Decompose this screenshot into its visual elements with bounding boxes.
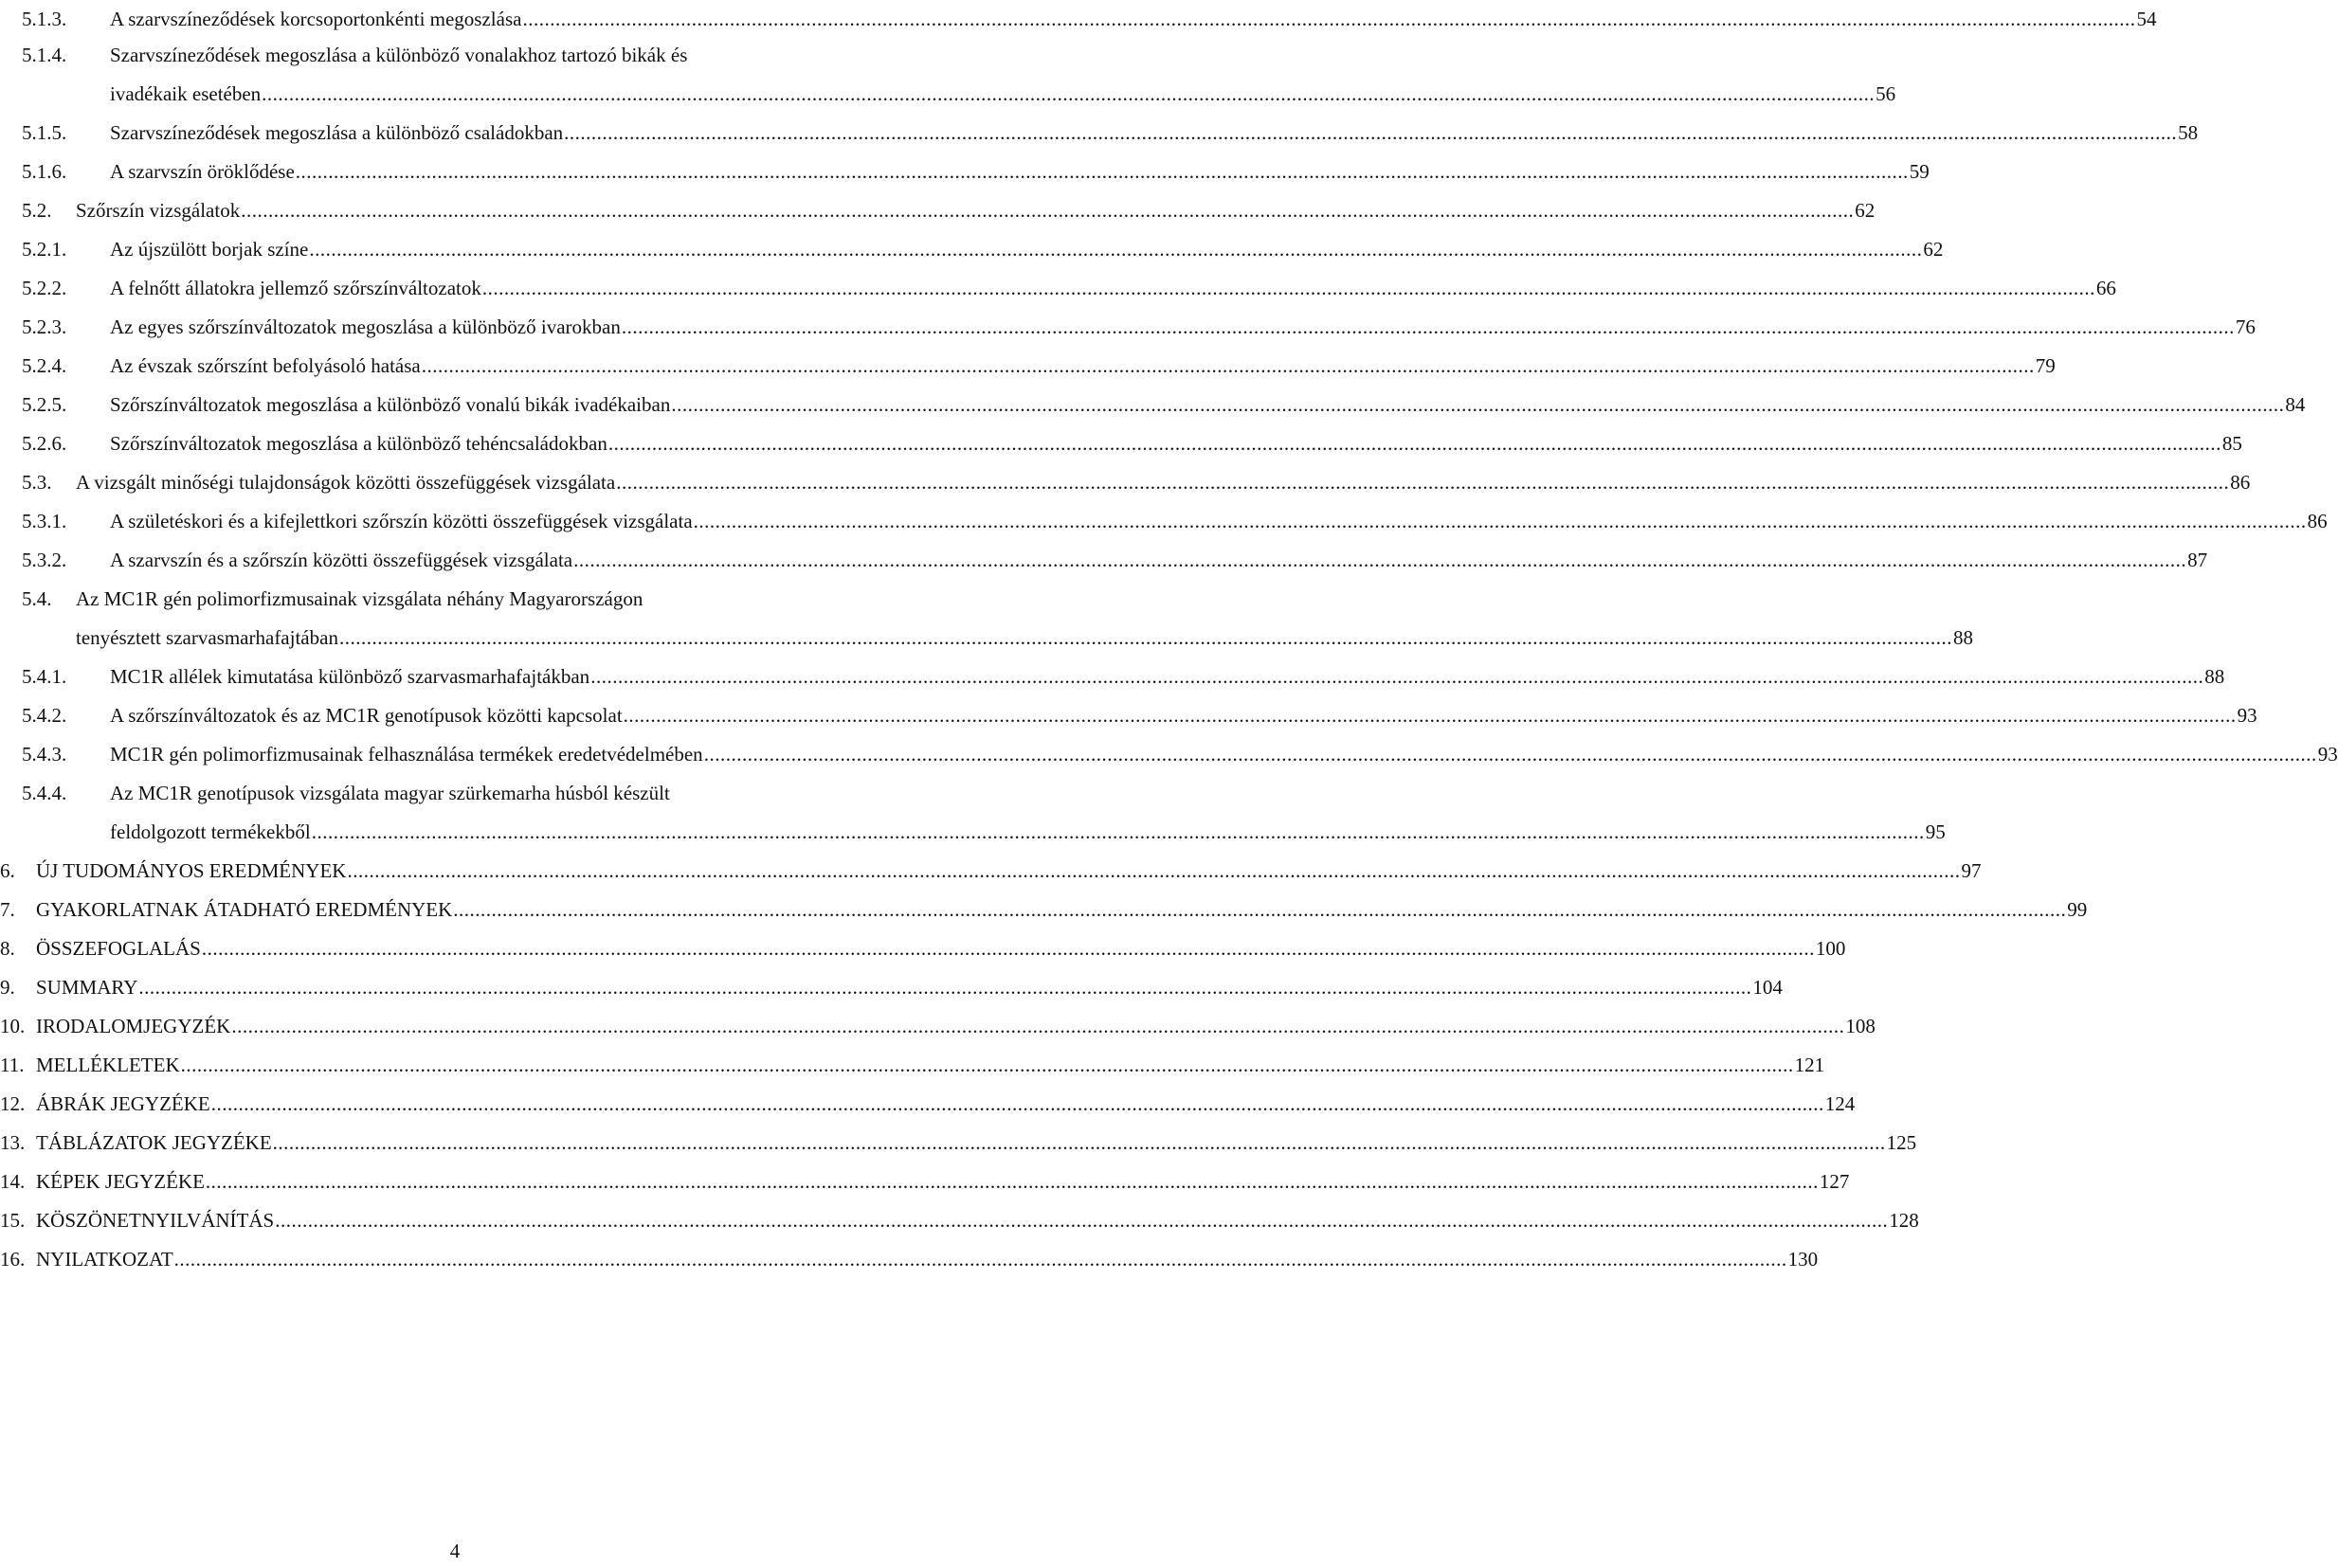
toc-entry-number: 5.4. [22,587,52,610]
toc-entry-page: 66 [2095,277,2116,299]
toc-entry-page: 59 [1909,160,1930,183]
dot-leader [138,973,1751,1001]
toc-entry-number: 10. [0,1015,26,1037]
dot-leader [422,351,2035,380]
toc-entry[interactable] [22,779,863,807]
toc-entry-title: A születéskori és a kifejlettkori szőrszín közötti összefüggések vizsgálata [110,510,693,532]
toc-entry[interactable] [22,157,1930,186]
dot-leader [453,895,2066,924]
toc-entry-title: NYILATKOZAT [36,1248,173,1271]
toc-entry-number: 5.1.3. [22,8,67,30]
dot-leader [231,1012,1844,1040]
dot-leader [608,429,2221,458]
toc-entry[interactable] [22,662,2225,691]
toc-entry[interactable] [22,390,2306,419]
toc-entry-number: 6. [0,859,15,882]
toc-entry[interactable] [0,1128,1917,1157]
toc-entry-page: 88 [2204,665,2225,688]
dot-leader [202,934,1815,963]
toc-entry-continuation[interactable] [76,623,1973,652]
toc-entry-number: 5.4.3. [22,743,67,766]
toc-entry-number: 5.2.4. [22,354,67,377]
toc-entry-title: ÖSSZEFOGLALÁS [36,937,201,960]
toc-entry-title: A szarvszíneződések korcsoportonkénti megoszlása [110,8,522,30]
toc-entry-title: KÖSZÖNETNYILVÁNÍTÁS [36,1209,275,1232]
toc-entry-page: 95 [1925,820,1946,843]
dot-leader [275,1206,1888,1235]
toc-entry-page: 124 [1824,1092,1856,1115]
toc-entry-number: 5.2.3. [22,315,67,338]
toc-entry-number: 5.2.6. [22,432,67,455]
toc-entry[interactable] [0,973,1783,1001]
toc-entry-title: Szarvszíneződések megoszlása a különböző vonalakhoz tartozó bikák és [110,44,688,66]
toc-entry-number: 16. [0,1248,26,1271]
toc-entry-title: Az egyes szőrszínváltozatok megoszlása a különböző ivarokban [110,315,621,338]
toc-entry-title: ÁBRÁK JEGYZÉKE [36,1092,210,1115]
toc-entry-number: 5.2. [22,199,52,222]
toc-entry-continuation[interactable] [110,818,1946,846]
toc-entry-title: KÉPEK JEGYZÉKE [36,1170,205,1193]
toc-entry-number: 9. [0,976,15,999]
toc-entry-page: 99 [2067,898,2088,921]
toc-entry-page: 93 [2237,704,2257,727]
toc-entry-number: 14. [0,1170,26,1193]
dot-leader [273,1128,1886,1157]
toc-entry[interactable] [22,313,2256,341]
toc-entry-title: Az újszülött borjak színe [110,238,309,261]
toc-entry-number: 13. [0,1131,26,1154]
toc-entry-title: A felnőtt állatokra jellemző szőrszínváltozatok [110,277,481,299]
toc-entry-page: 54 [2136,8,2157,30]
toc-entry-title: MELLÉKLETEK [36,1054,180,1076]
toc-entry-number: 5.1.6. [22,160,67,183]
toc-entry-title: ÚJ TUDOMÁNYOS EREDMÉNYEK [36,859,347,882]
dot-leader [564,118,2177,147]
toc-entry-page: 130 [1787,1248,1819,1271]
toc-entry-page: 56 [1876,82,1896,105]
toc-entry-number: 5.2.2. [22,277,67,299]
toc-entry[interactable] [22,546,2208,574]
toc-entry[interactable] [0,934,1846,963]
toc-entry[interactable] [0,1012,1876,1040]
toc-entry-page: 125 [1886,1131,1917,1154]
toc-entry-number: 5.3. [22,471,52,494]
toc-entry-title: MC1R gén polimorfizmusainak felhasználása termékek eredetvédelmében [110,743,703,766]
toc-entry-number: 5.4.2. [22,704,67,727]
toc-entry-title: GYAKORLATNAK ÁTADHATÓ EREDMÉNYEK [36,898,453,921]
toc-entry-number: 11. [0,1054,25,1076]
dot-leader [174,1245,1787,1273]
toc-entry-page: 108 [1845,1015,1876,1037]
toc-entry[interactable] [22,118,2199,147]
dot-leader [206,1167,1819,1196]
toc-entry[interactable] [22,585,863,613]
toc-entry-title: Szarvszíneződések megoszlása a különböző családokban [110,121,564,144]
toc-entry[interactable] [22,41,863,69]
toc-entry-page: 97 [1961,859,1982,882]
toc-entry[interactable] [22,740,2338,768]
toc-entry-number: 7. [0,898,15,921]
toc-entry-title: Az évszak szőrszínt befolyásoló hatása [110,354,421,377]
toc-entry-title: Szőrszínváltozatok megoszlása a különböző vonalú bikák ivadékaiban [110,393,671,416]
toc-entry[interactable] [22,468,2251,496]
toc-entry-title: tenyésztett szarvasmarhafajtában [76,626,338,649]
toc-entry[interactable] [22,274,2116,302]
dot-leader [671,390,2284,419]
dot-leader [704,740,2317,768]
page-number: 4 [449,1540,461,1562]
toc-entry-number: 15. [0,1209,26,1232]
dot-leader [296,157,1909,186]
toc-entry[interactable] [22,5,2157,33]
toc-entry-page: 121 [1794,1054,1825,1076]
toc-entry-page: 86 [2230,471,2251,494]
toc-entry-title: TÁBLÁZATOK JEGYZÉKE [36,1131,272,1154]
dot-leader [590,662,2203,691]
toc-entry[interactable] [0,895,2088,924]
toc-entry[interactable] [0,1090,1856,1118]
toc-entry-page: 93 [2317,743,2338,766]
dot-leader [181,1051,1794,1079]
dot-leader [241,196,1854,225]
toc-entry[interactable] [0,1167,1850,1196]
toc-entry-title: SUMMARY [36,976,138,999]
toc-entry-title: Az MC1R gén polimorfizmusainak vizsgálata néhány Magyarországon [76,587,643,610]
toc-entry-title: feldolgozott termékekből [110,820,311,843]
toc-entry-number: 12. [0,1092,26,1115]
toc-entry-number: 5.3.2. [22,549,67,571]
toc-entry-title: A szarvszín és a szőrszín közötti összefüggések vizsgálata [110,549,573,571]
toc-entry-page: 104 [1752,976,1783,999]
toc-entry[interactable] [22,507,2328,535]
dot-leader [339,623,1952,652]
toc-entry-page: 79 [2035,354,2056,377]
dot-leader [694,507,2307,535]
toc-entry-title: IRODALOMJEGYZÉK [36,1015,231,1037]
toc-entry-page: 86 [2307,510,2328,532]
toc-entry-title: MC1R allélek kimutatása különböző szarvasmarhafajtákban [110,665,590,688]
toc-entry-number: 5.2.5. [22,393,67,416]
toc-entry-page: 84 [2285,393,2306,416]
toc-entry-title: A szőrszínváltozatok és az MC1R genotípusok közötti kapcsolat [110,704,623,727]
dot-leader [622,313,2235,341]
dot-leader [616,468,2229,496]
toc-entry-page: 87 [2187,549,2208,571]
toc-entry[interactable] [22,196,1876,225]
dot-leader [573,546,2186,574]
toc-entry[interactable] [0,1206,1919,1235]
toc-entry-page: 76 [2235,315,2256,338]
dot-leader [522,5,2135,33]
toc-entry-title: Az MC1R genotípusok vizsgálata magyar szürkemarha húsból készült [110,782,670,804]
dot-leader [624,701,2237,730]
dot-leader [262,80,1875,108]
toc-entry[interactable] [22,429,2242,458]
toc-entry[interactable] [22,701,2257,730]
dot-leader [211,1090,1824,1118]
toc-entry[interactable] [22,351,2056,380]
toc-entry-title: A szarvszín öröklődése [110,160,295,183]
toc-entry-page: 85 [2221,432,2242,455]
toc-entry-title: Szőrszín vizsgálatok [76,199,241,222]
toc-entry-number: 5.4.1. [22,665,67,688]
toc-entry-title: ivadékaik esetében [110,82,262,105]
toc-entry-number: 8. [0,937,15,960]
toc-entry-page: 62 [1855,199,1876,222]
toc-entry-page: 100 [1815,937,1846,960]
toc-entry[interactable] [0,1245,1819,1273]
dot-leader [347,856,1960,885]
toc-entry-page: 127 [1819,1170,1850,1193]
toc-entry-number: 5.1.4. [22,44,67,66]
toc-entry-number: 5.2.1. [22,238,67,261]
toc-entry-page: 62 [1923,238,1944,261]
dot-leader [482,274,2095,302]
toc-entry-page: 128 [1889,1209,1919,1232]
dot-leader [309,235,1922,263]
toc-entry[interactable] [22,235,1944,263]
toc-entry-title: A vizsgált minőségi tulajdonságok közötti összefüggések vizsgálata [76,471,616,494]
toc-entry[interactable] [0,1051,1825,1079]
toc-entry-page: 88 [1952,626,1973,649]
toc-entry-number: 5.4.4. [22,782,67,804]
toc-entry-page: 58 [2178,121,2199,144]
dot-leader [312,818,1925,846]
toc-entry-continuation[interactable] [110,80,1896,108]
toc-entry[interactable] [0,856,1982,885]
toc-entry-number: 5.1.5. [22,121,67,144]
toc-entry-title: Szőrszínváltozatok megoszlása a különböző tehéncsaládokban [110,432,607,455]
toc-entry-number: 5.3.1. [22,510,67,532]
